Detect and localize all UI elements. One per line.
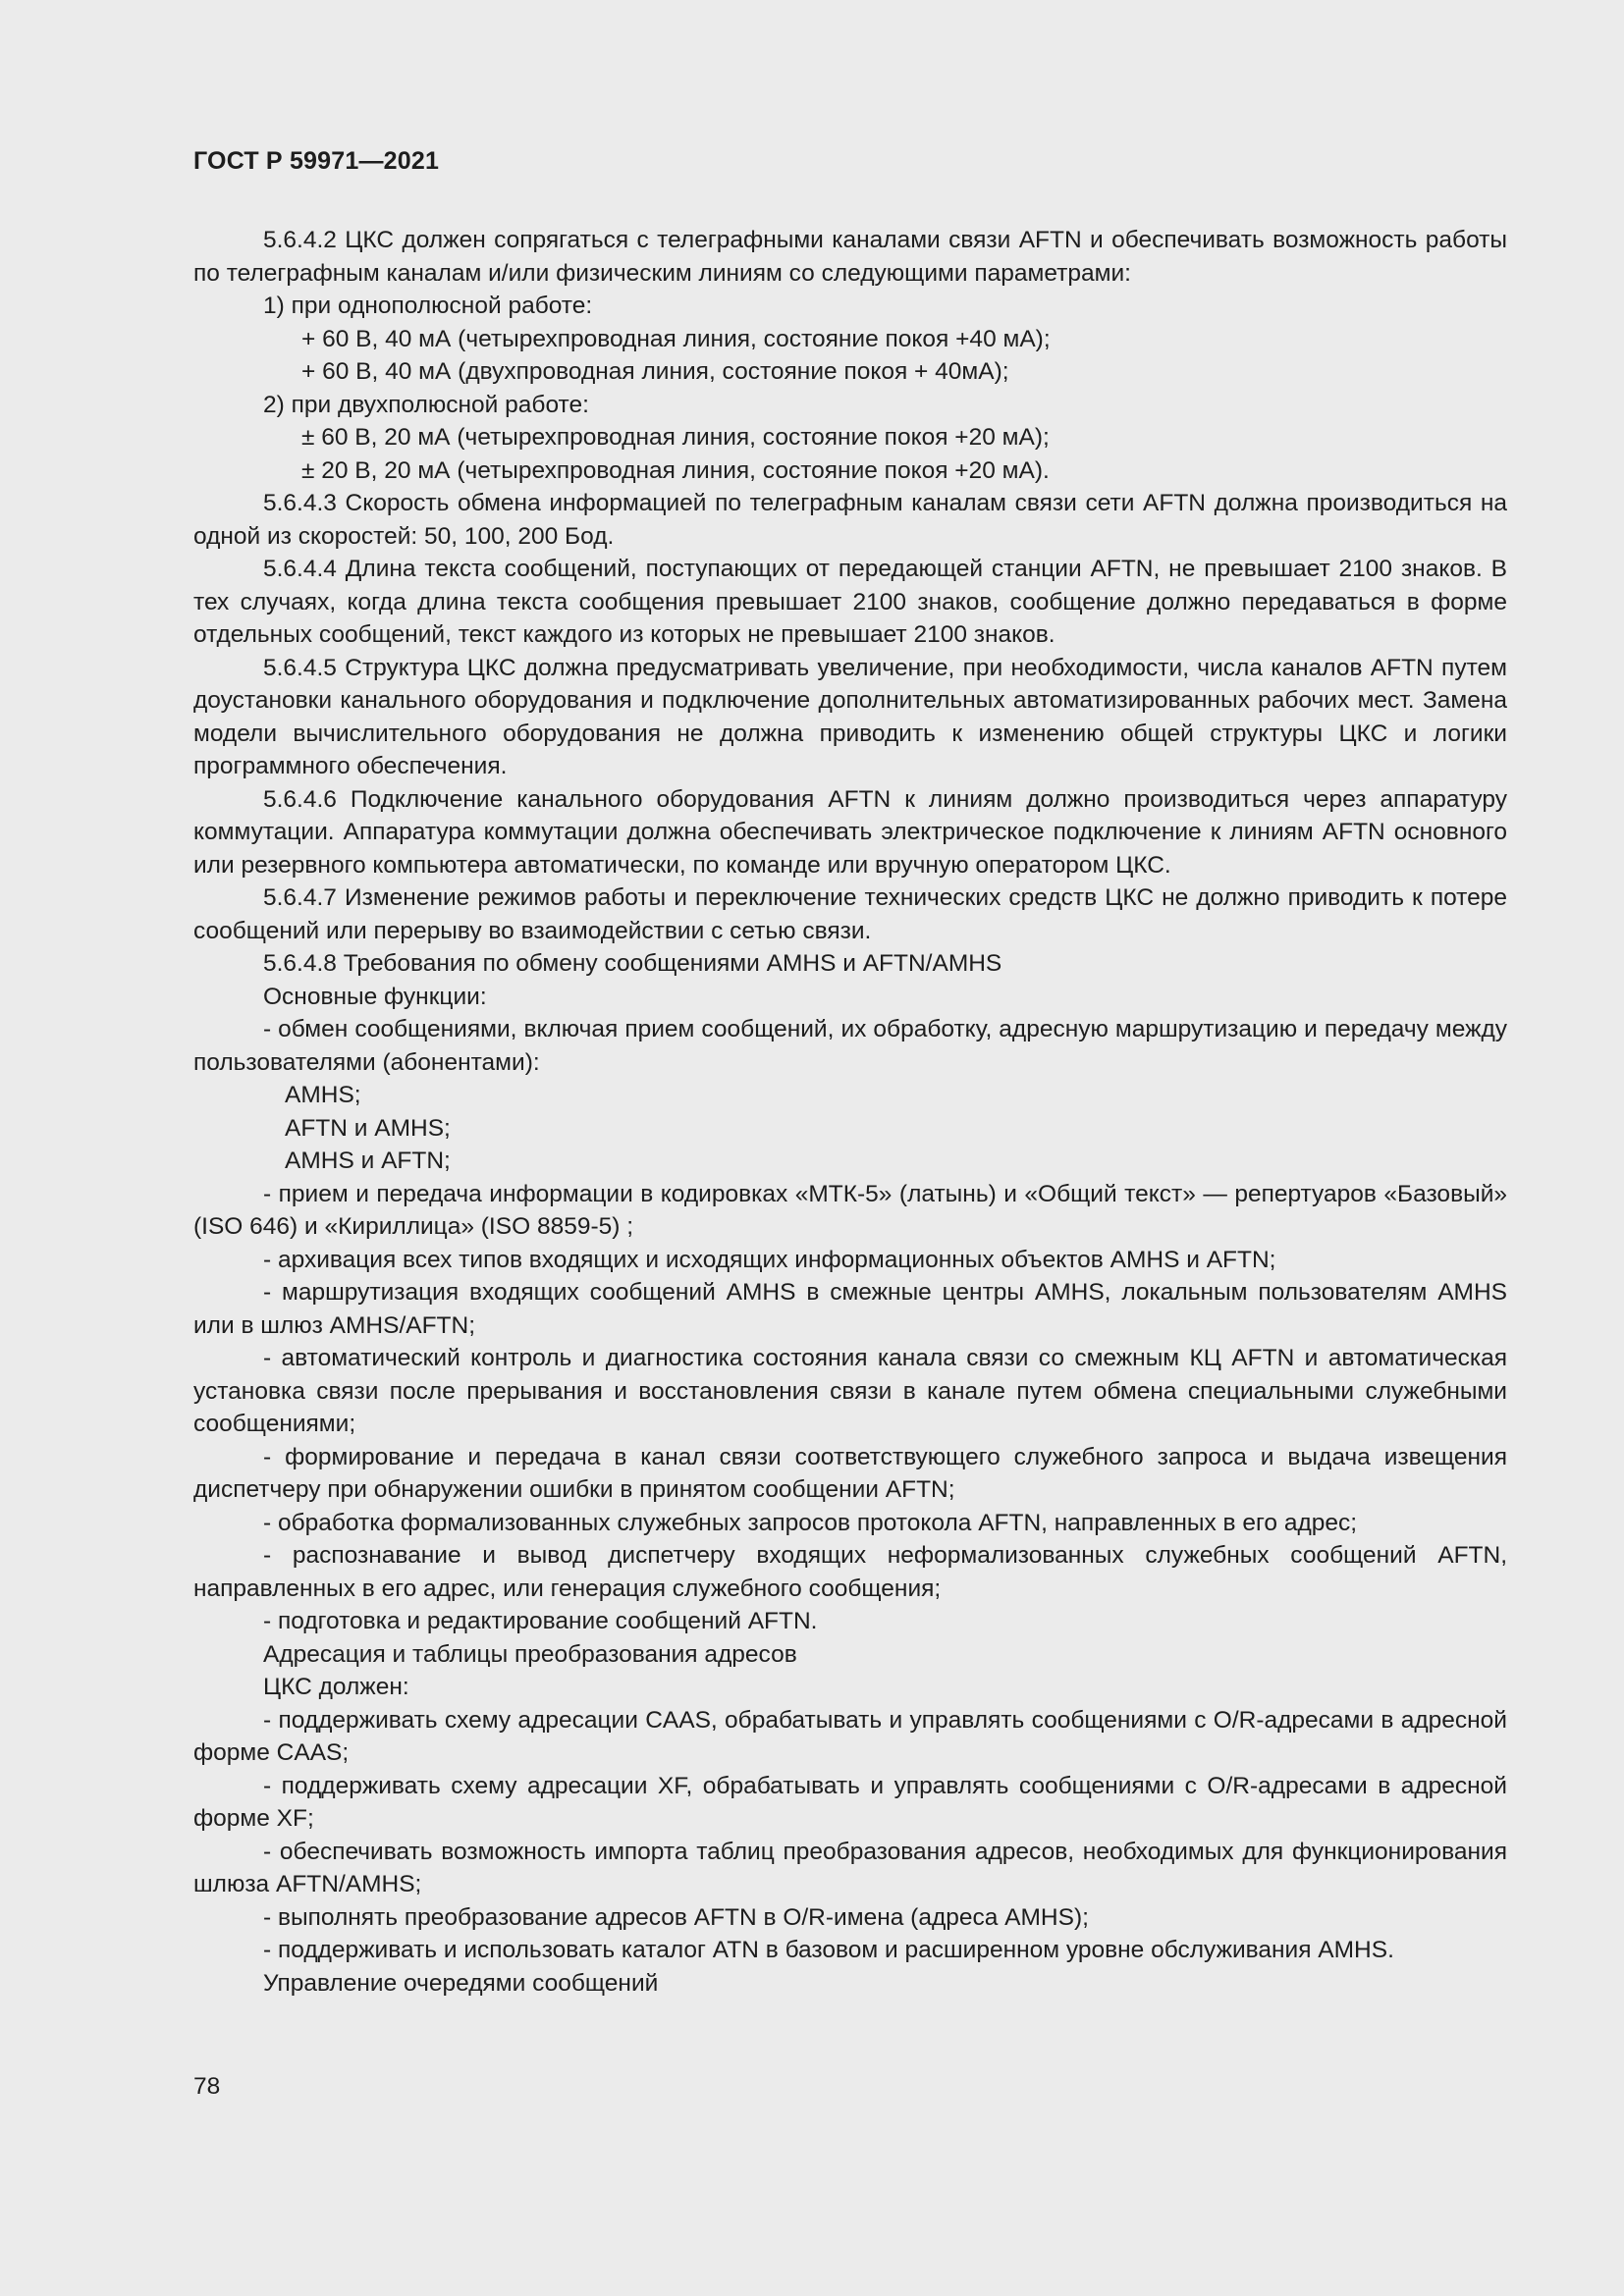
paragraph: 5.6.4.7 Изменение режимов работы и переключение технических средств ЦКС не должно приводить к потере сообщений или перерыву во взаимодействии с сетью связи. — [193, 884, 1507, 944]
paragraph: - формирование и передача в канал связи соответствующего служебного запроса и выдача извещения диспетчеру при обнаружении ошибки в принятом сообщении AFTN; — [193, 1443, 1507, 1503]
paragraph: 5.6.4.4 Длина текста сообщений, поступающих от передающей станции AFTN, не превышает 2100 знаков. В тех случаях, когда длина текста сообщения превышает 2100 знаков, сообщение должно передаваться в форме отдельных сообщений, текст каждого из которых не превышает 2100 знаков. — [193, 556, 1507, 648]
paragraph: AMHS; — [285, 1082, 361, 1108]
paragraph: ± 20 В, 20 мА (четырехпроводная линия, состояние покоя +20 мА). — [301, 456, 1050, 484]
paragraph: Адресация и таблицы преобразования адресов — [263, 1640, 797, 1668]
paragraph: - поддерживать схему адресации CAAS, обрабатывать и управлять сообщениями с O/R-адресами в адресной форме CAAS; — [193, 1706, 1507, 1766]
paragraph: AFTN и AMHS; — [285, 1114, 451, 1142]
paragraph: - архивация всех типов входящих и исходящих информационных объектов AMHS и AFTN; — [263, 1246, 1276, 1273]
paragraph: 5.6.4.6 Подключение канального оборудования AFTN к линиям должно производиться через аппаратуру коммутации. Аппаратура коммутации должна обеспечивать электрическое подключение к линиям AFTN основного или резервного компьютера автоматически, по команде или вручную оператором ЦКС. — [193, 785, 1507, 879]
paragraph: - автоматический контроль и диагностика состояния канала связи со смежным КЦ AFTN и автоматическая установка связи после прерывания и восстановления связи в канале путем обмена специальными служебными сообщениями; — [193, 1345, 1507, 1437]
paragraph: - маршрутизация входящих сообщений AMHS в смежные центры AMHS, локальным пользователям AMHS или в шлюз AMHS/AFTN; — [193, 1279, 1507, 1339]
paragraph: - обмен сообщениями, включая прием сообщений, их обработку, адресную маршрутизацию и передачу между пользователями (абонентами): — [193, 1016, 1507, 1076]
paragraph: Основные функции: — [263, 983, 487, 1010]
paragraph: Управление очередями сообщений — [263, 1969, 659, 1997]
paragraph: - поддерживать схему адресации XF, обрабатывать и управлять сообщениями с O/R-адресами в адресной форме XF; — [193, 1772, 1507, 1832]
paragraph: - поддерживать и использовать каталог ATN в базовом и расширенном уровне обслуживания AMHS. — [263, 1937, 1394, 1963]
page-number: 78 — [193, 2073, 221, 2100]
paragraph: - распознавание и вывод диспетчеру входящих неформализованных служебных сообщений AFTN, направленных в его адрес, или генерация служебного сообщения; — [193, 1542, 1507, 1602]
paragraph: + 60 В, 40 мА (двухпроводная линия, состояние покоя + 40мА); — [301, 358, 1009, 385]
paragraph: 2) при двухполюсной работе: — [263, 391, 589, 418]
paragraph: ± 60 В, 20 мА (четырехпроводная линия, состояние покоя +20 мА); — [301, 424, 1050, 451]
paragraph: AMHS и AFTN; — [285, 1148, 451, 1174]
paragraph: - обработка формализованных служебных запросов протокола AFTN, направленных в его адрес; — [263, 1509, 1358, 1536]
paragraph: - прием и передача информации в кодировках «МТК-5» (латынь) и «Общий текст» — репертуаров «Базовый» (ISO 646) и «Кириллица» (ISO 8859-5) ; — [193, 1180, 1507, 1240]
paragraph: 5.6.4.8 Требования по обмену сообщениями AMHS и AFTN/AMHS — [263, 950, 1002, 977]
paragraph: 1) при однополюсной работе: — [263, 293, 593, 319]
paragraph: ЦКС должен: — [263, 1674, 409, 1700]
paragraph: + 60 В, 40 мА (четырехпроводная линия, состояние покоя +40 мА); — [301, 325, 1051, 352]
document-body — [193, 224, 1507, 2000]
paragraph: - подготовка и редактирование сообщений AFTN. — [263, 1608, 818, 1634]
paragraph: 5.6.4.3 Скорость обмена информацией по телеграфным каналам связи сети AFTN должна производиться на одной из скоростей: 50, 100, 200 Бод. — [193, 490, 1507, 550]
paragraph: - обеспечивать возможность импорта таблиц преобразования адресов, необходимых для функционирования шлюза AFTN/AMHS; — [193, 1838, 1507, 1897]
document-header: ГОСТ Р 59971—2021 — [193, 147, 440, 175]
paragraph: 5.6.4.2 ЦКС должен сопрягаться с телеграфными каналами связи AFTN и обеспечивать возможность работы по телеграфным каналам и/или физическим линиям со следующими параметрами: — [193, 227, 1507, 287]
paragraph: 5.6.4.5 Структура ЦКС должна предусматривать увеличение, при необходимости, числа каналов AFTN путем доустановки канального оборудования и подключение дополнительных автоматизированных рабочих мест. Замена модели вычислительного оборудования не должна приводить к изменению общей структуры ЦКС и логики программного обеспечения. — [193, 654, 1507, 779]
paragraph: - выполнять преобразование адресов AFTN в O/R-имена (адреса AMHS); — [263, 1903, 1089, 1931]
